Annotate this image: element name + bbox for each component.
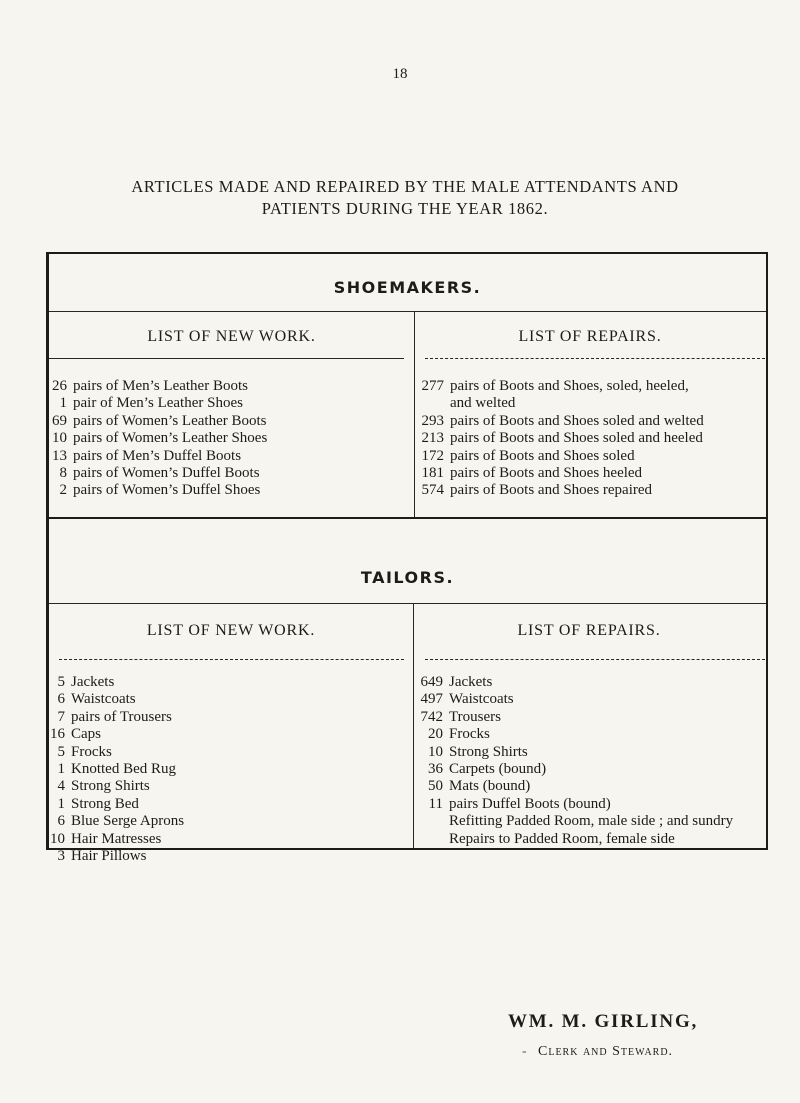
item-description: pairs of Boots and Shoes soled xyxy=(450,447,635,464)
list-item xyxy=(411,831,733,848)
item-quantity: 10 xyxy=(428,743,443,760)
item-description: Hair Pillows xyxy=(71,848,147,865)
list-item xyxy=(412,413,704,430)
item-description: pairs of Men’s Duffel Boots xyxy=(73,447,242,464)
item-description: Strong Shirts xyxy=(449,743,528,760)
item-description: Caps xyxy=(71,726,101,743)
item-description: Trousers xyxy=(449,708,501,725)
page-number: 18 xyxy=(392,66,408,82)
item-quantity: 213 xyxy=(421,430,444,447)
item-description: Strong Bed xyxy=(71,795,139,812)
item-description: Hair Matresses xyxy=(71,830,162,847)
item-quantity: 13 xyxy=(52,447,67,464)
item-description: Blue Serge Aprons xyxy=(71,813,185,830)
tailors-heading: TAILORS. xyxy=(360,568,455,587)
item-description: pairs of Women’s Leather Shoes xyxy=(73,430,268,447)
item-description: pairs of Boots and Shoes soled and heeled xyxy=(450,430,703,447)
divider xyxy=(49,603,766,604)
item-description: pairs of Women’s Leather Boots xyxy=(73,412,267,429)
item-description: Strong Shirts xyxy=(71,778,150,795)
list-item xyxy=(43,709,184,726)
item-quantity: 742 xyxy=(420,708,443,725)
tailors-new-work-list xyxy=(43,674,184,865)
list-item xyxy=(411,744,733,761)
item-description: Jackets xyxy=(449,674,493,690)
item-description: pairs of Boots and Shoes, soled, heeled, xyxy=(450,378,689,394)
list-item xyxy=(45,413,267,430)
list-item xyxy=(43,744,184,761)
item-quantity: 36 xyxy=(428,761,443,778)
list-item xyxy=(43,674,184,691)
item-quantity: 10 xyxy=(52,430,67,447)
list-item xyxy=(411,761,733,778)
item-description: pair of Men’s Leather Shoes xyxy=(73,395,243,412)
list-item xyxy=(411,796,733,813)
shoemakers-repairs-header: LIST OF REPAIRS. xyxy=(518,328,662,345)
page-title-line-1: ARTICLES MADE AND REPAIRED BY THE MALE ATTENDANTS AND xyxy=(131,177,679,196)
list-item xyxy=(412,465,704,482)
divider xyxy=(425,358,765,359)
item-quantity: 1 xyxy=(57,761,65,778)
item-quantity: 5 xyxy=(57,674,65,690)
item-description: Waistcoats xyxy=(449,691,514,708)
item-quantity: 277 xyxy=(421,378,444,394)
list-item xyxy=(412,378,704,395)
list-item xyxy=(412,395,704,412)
tailors-repairs-header: LIST OF REPAIRS. xyxy=(517,622,661,639)
list-item xyxy=(43,691,184,708)
item-description: Mats (bound) xyxy=(449,778,531,795)
item-quantity: 1 xyxy=(57,795,65,812)
item-description: pairs of Women’s Duffel Boots xyxy=(73,465,260,482)
list-item xyxy=(411,726,733,743)
item-quantity: 1 xyxy=(59,395,67,412)
item-quantity: 574 xyxy=(421,482,444,499)
item-description: pairs of Boots and Shoes heeled xyxy=(450,465,643,482)
item-description: pairs of Trousers xyxy=(71,708,172,725)
list-item xyxy=(412,430,704,447)
item-quantity: 649 xyxy=(420,674,443,690)
item-quantity: 497 xyxy=(420,691,443,708)
list-item xyxy=(43,848,184,865)
list-item xyxy=(411,778,733,795)
shoemakers-section xyxy=(46,252,768,519)
item-quantity: 10 xyxy=(50,830,65,847)
item-quantity: 20 xyxy=(428,726,443,743)
tailors-new-work-header: LIST OF NEW WORK. xyxy=(146,622,316,639)
divider xyxy=(49,358,404,359)
item-quantity: 69 xyxy=(52,412,67,429)
item-quantity: 6 xyxy=(57,691,65,708)
divider xyxy=(59,659,404,660)
item-description: pairs of Boots and Shoes repaired xyxy=(450,482,653,499)
shoemakers-heading: SHOEMAKERS. xyxy=(333,278,482,297)
list-item xyxy=(411,813,733,830)
item-quantity: 5 xyxy=(57,743,65,760)
list-item xyxy=(411,674,733,691)
item-quantity: 293 xyxy=(421,412,444,429)
shoemakers-repairs-list xyxy=(412,378,704,500)
item-description: pairs of Boots and Shoes soled and welted xyxy=(450,412,704,429)
divider xyxy=(425,659,765,660)
page-title xyxy=(60,176,750,220)
item-quantity: 7 xyxy=(57,708,65,725)
item-description: Frocks xyxy=(71,743,112,760)
item-description: Repairs to Padded Room, female side xyxy=(449,830,675,847)
item-description: pairs of Women’s Duffel Shoes xyxy=(73,482,261,499)
item-quantity: 6 xyxy=(57,813,65,830)
list-item xyxy=(45,395,267,412)
list-item xyxy=(412,482,704,499)
signature-name: WM. M. GIRLING, xyxy=(508,1011,699,1032)
list-item xyxy=(45,465,267,482)
item-description: and welted xyxy=(450,395,516,412)
list-item xyxy=(43,778,184,795)
list-item xyxy=(45,378,267,395)
item-description: pairs of Men’s Leather Boots xyxy=(73,378,248,394)
list-item xyxy=(43,726,184,743)
item-quantity: 4 xyxy=(57,778,65,795)
item-quantity: 172 xyxy=(421,447,444,464)
item-quantity: 8 xyxy=(59,465,67,482)
list-item xyxy=(45,482,267,499)
list-item xyxy=(45,448,267,465)
divider xyxy=(49,311,766,312)
item-quantity: 26 xyxy=(52,378,67,394)
item-quantity: 3 xyxy=(57,848,65,865)
item-description: Knotted Bed Rug xyxy=(71,761,176,778)
item-description: Jackets xyxy=(71,674,115,690)
list-item xyxy=(43,796,184,813)
signature-title: - Clerk and Steward. xyxy=(538,1044,673,1060)
list-item xyxy=(411,691,733,708)
item-description: Refitting Padded Room, male side ; and sundry xyxy=(449,813,734,830)
item-quantity: 16 xyxy=(50,726,65,743)
list-item xyxy=(412,448,704,465)
list-item xyxy=(43,761,184,778)
item-description: Frocks xyxy=(449,726,490,743)
item-quantity: 50 xyxy=(428,778,443,795)
item-description: pairs Duffel Boots (bound) xyxy=(449,795,611,812)
item-quantity: 11 xyxy=(428,795,443,812)
item-quantity: 181 xyxy=(421,465,444,482)
page-title-line-2: PATIENTS DURING THE YEAR 1862. xyxy=(261,199,549,218)
list-item xyxy=(43,813,184,830)
list-item xyxy=(411,709,733,726)
list-item xyxy=(45,430,267,447)
item-quantity: 2 xyxy=(59,482,67,499)
shoemakers-new-work-list xyxy=(45,378,267,500)
tailors-section xyxy=(46,517,768,865)
list-item xyxy=(43,831,184,848)
tailors-repairs-list xyxy=(411,674,733,848)
shoemakers-new-work-header: LIST OF NEW WORK. xyxy=(147,328,316,345)
item-description: Waistcoats xyxy=(71,691,136,708)
item-description: Carpets (bound) xyxy=(449,761,547,778)
